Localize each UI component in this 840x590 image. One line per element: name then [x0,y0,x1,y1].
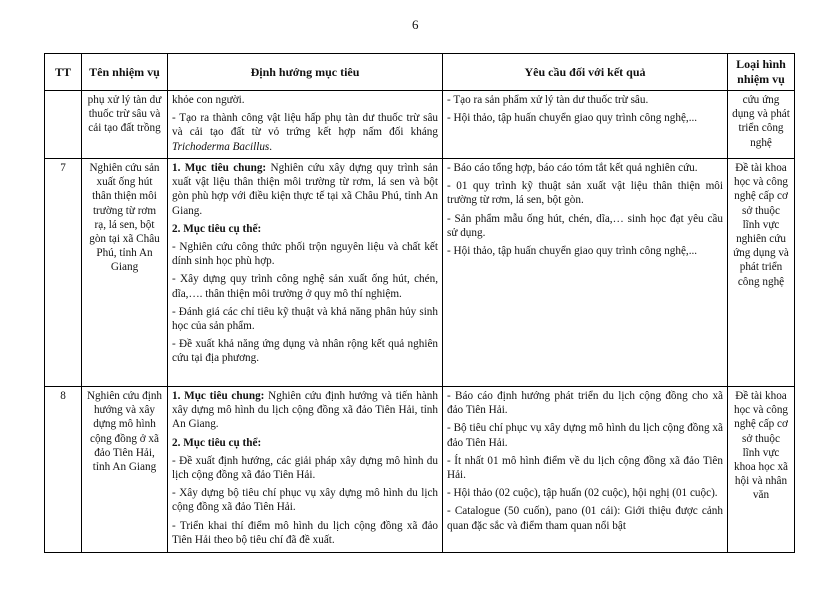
general-goal [172,161,438,218]
requirement-item: - Tạo ra sản phẩm xử lý tàn dư thuốc trừ sâu. [447,94,649,106]
table-row [45,91,795,159]
specific-goal-label: 2. Mục tiêu cụ thể: [172,222,262,235]
requirement-item: - Hội thảo (02 cuộc), tập huấn (02 cuộc), hội nghị (01 cuộc). [447,487,718,500]
specific-goal-item: - Xây dựng quy trình công nghệ sản xuất ống hút, chén, dĩa,…. thân thiện môi trường ở quy mô thí nghiệm. [172,273,438,300]
specific-goal-item: - Đề xuất khả năng ứng dụng và nhân rộng kết quả nghiên cứu tại địa phương. [172,338,438,365]
general-goal-label: 1. Mục tiêu chung: [172,162,267,174]
requirement-item: - 01 quy trình kỹ thuật sản xuất vật liệu thân thiện môi trường từ rơm, lá sen, bột gòn. [447,180,723,207]
table-row [45,159,795,387]
goal-end: . [269,140,273,153]
cell-tt: 8 [45,387,82,553]
cell-task-name: Nghiên cứu định hướng và xây dựng mô hình cộng đồng ở xã đảo Tiên Hải, tỉnh An Giang [82,387,168,553]
specific-goal-item: - Xây dựng bộ tiêu chí phục vụ xây dựng mô hình du lịch cộng đồng xã đảo Tiên Hải. [172,487,438,514]
page-number: 6 [412,17,419,32]
cell-tt [45,91,82,159]
specific-goal-item: - Đánh giá các chỉ tiêu kỹ thuật và khả năng phân hủy sinh học của sản phẩm. [172,305,438,333]
cell-task-name: Nghiên cứu sản xuất ống hút thân thiện môi trường từ rơm rạ, lá sen, bột gòn tại xã Châu Phú, tỉnh An Giang [82,159,168,387]
task-table [44,53,795,553]
cell-goal [168,159,443,387]
goal-text: - Tạo ra thành công vật liệu hấp phụ tàn dư thuốc trừ sâu và cải tạo đất từ vỏ trứng kết hợp nấm đối kháng [172,112,438,139]
requirement-item: - Catalogue (50 cuốn), pano (01 cái): Giới thiệu được cảnh quan đặc sắc và điểm tham quan nổi bật [447,505,723,532]
cell-requirements [443,387,728,553]
header-name: Tên nhiệm vụ [82,54,168,91]
table-header-row [45,54,795,91]
requirement-item: - Báo cáo định hướng phát triển du lịch cộng đồng cho xã đảo Tiên Hải. [447,390,723,417]
goal-line: khỏe con người. [172,94,245,106]
cell-task-name: phụ xử lý tàn dư thuốc trừ sâu và cải tạo đất trồng [82,91,168,159]
cell-requirements [443,91,728,159]
requirement-item: - Sản phẩm mẫu ống hút, chén, dĩa,… sinh học đạt yêu cầu sử dụng. [447,212,723,239]
header-goal: Định hướng mục tiêu [168,54,443,91]
specific-goal-item: - Đề xuất định hướng, các giải pháp xây dựng mô hình du lịch cộng đồng xã đảo Tiên Hải. [172,454,438,482]
cell-requirements [443,159,728,387]
goal-line [172,111,438,154]
header-type: Loại hình nhiệm vụ [728,54,795,91]
specific-goal-item: - Triển khai thí điểm mô hình du lịch cộng đồng xã đảo Tiên Hải theo bộ tiêu chí đã đề xuất. [172,519,438,546]
specific-goal-item: - Nghiên cứu công thức phối trộn nguyên liệu và chất kết dính sinh học phù hợp. [172,241,438,268]
requirement-item: - Ít nhất 01 mô hình điểm về du lịch cộng đồng xã đảo Tiên Hải. [447,454,723,482]
requirement-item: - Báo cáo tổng hợp, báo cáo tóm tắt kết quả nghiên cứu. [447,162,698,174]
cell-tt: 7 [45,159,82,387]
specific-goal-label: 2. Mục tiêu cụ thể: [172,436,262,449]
cell-type: Đề tài khoa học và công nghệ cấp cơ sở thuộc lĩnh vực nghiên cứu ứng dụng và phát triển công nghệ [728,159,795,387]
general-goal-label: 1. Mục tiêu chung: [172,390,265,402]
general-goal-text: Nghiên cứu định hướng và tiến hành xây dựng mô hình du lịch cộng đồng xã đảo Tiên Hải, tỉnh An Giang. [172,390,438,431]
general-goal [172,389,438,432]
cell-type: cứu ứng dụng và phát triển công nghệ [728,91,795,159]
requirement-item: - Hội thảo, tập huấn chuyển giao quy trình công nghệ,... [447,245,698,258]
requirement-item: - Bộ tiêu chí phục vụ xây dựng mô hình du lịch cộng đồng xã đảo Tiên Hải. [447,422,723,449]
cell-goal [168,387,443,553]
table-row [45,387,795,553]
general-goal-text: Nghiên cứu xây dựng quy trình sản xuất vật liệu thân thiện môi trường từ rơm, lá sen và bột gòn phù hợp với điều kiện thực tế tại xã Châu Phú, tỉnh An Giang. [172,162,439,217]
requirement-item: - Hội thảo, tập huấn chuyển giao quy trình công nghệ,... [447,112,698,125]
cell-goal [168,91,443,159]
cell-type: Đề tài khoa học và công nghệ cấp cơ sở thuộc lĩnh vực khoa học xã hội và nhân văn [728,387,795,553]
goal-italic: Trichoderma Bacillus [172,140,270,153]
header-requirements: Yêu cầu đối với kết quả [443,54,728,91]
header-tt: TT [45,54,82,91]
